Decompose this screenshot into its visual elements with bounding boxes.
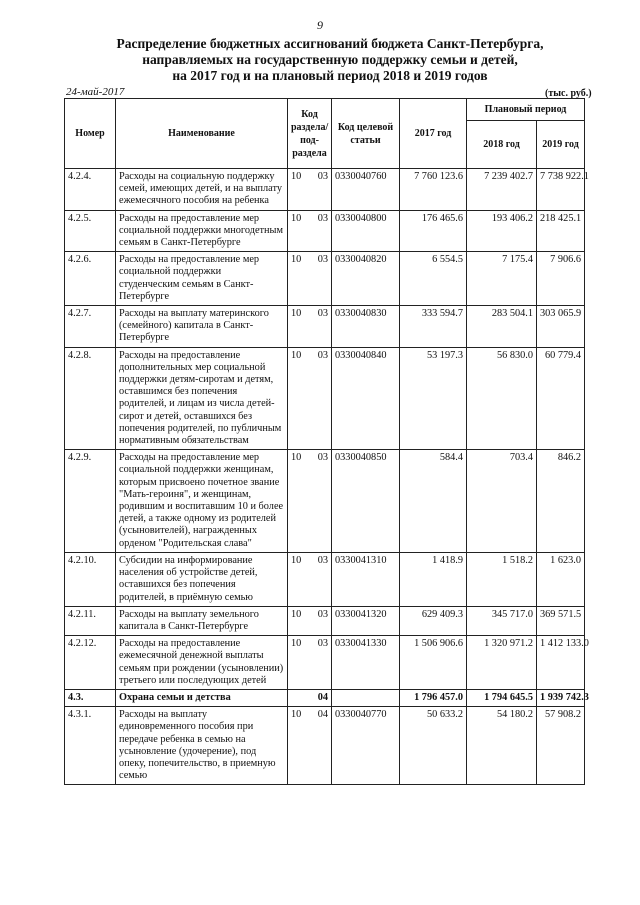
header-section: Код раздела/ под- раздела <box>288 99 332 169</box>
row-number: 4.2.9. <box>65 450 116 553</box>
row-2018: 193 406.2 <box>467 210 537 252</box>
row-section-code <box>288 306 332 348</box>
row-2017: 629 409.3 <box>400 606 467 635</box>
table-row <box>65 552 585 606</box>
table-row <box>65 689 585 706</box>
row-number: 4.2.10. <box>65 552 116 606</box>
row-name: Расходы на предоставление ежемесячной денежной выплаты семьям при рождении (усыновлении) третьего или последующих детей <box>116 636 288 690</box>
row-name: Расходы на предоставление мер социальной поддержки многодетным семьям в Санкт-Петербурге <box>116 210 288 252</box>
table-row <box>65 252 585 306</box>
row-section-code <box>288 450 332 553</box>
row-2018: 56 830.0 <box>467 347 537 450</box>
row-section-code <box>288 552 332 606</box>
row-number: 4.2.4. <box>65 169 116 211</box>
row-2019: 1 939 742.3 <box>537 689 585 706</box>
row-name: Расходы на выплату земельного капитала в Санкт-Петербурге <box>116 606 288 635</box>
row-name: Субсидии на информирование населения об устройстве детей, оставшихся без попечения родителей, в приёмную семью <box>116 552 288 606</box>
row-2019: 369 571.5 <box>537 606 585 635</box>
table-row <box>65 606 585 635</box>
row-section-code <box>288 252 332 306</box>
row-2017: 584.4 <box>400 450 467 553</box>
row-article-code: 0330040850 <box>332 450 400 553</box>
table-body <box>65 169 589 785</box>
row-number: 4.3.1. <box>65 707 116 785</box>
row-2019: 1 623.0 <box>537 552 585 606</box>
title-line-1: Распределение бюджетных ассигнований бюджета Санкт-Петербурга, <box>116 36 544 51</box>
header-number: Номер <box>65 99 116 169</box>
section-code: 10 <box>291 554 302 566</box>
title-line-3: на 2017 год и на плановый период 2018 и 2019 годов <box>172 68 488 83</box>
row-number: 4.2.8. <box>65 347 116 450</box>
header-2017: 2017 год <box>400 99 467 169</box>
section-code: 10 <box>291 349 302 361</box>
row-2019: 7 906.6 <box>537 252 585 306</box>
row-2017: 176 465.6 <box>400 210 467 252</box>
subsection-code: 04 <box>317 691 328 703</box>
row-2018: 1 320 971.2 <box>467 636 537 690</box>
row-article-code: 0330040840 <box>332 347 400 450</box>
table-row <box>65 169 585 211</box>
row-article-code: 0330041330 <box>332 636 400 690</box>
section-code: 10 <box>291 254 302 266</box>
row-section-code <box>288 606 332 635</box>
subsection-code: 03 <box>317 554 328 566</box>
row-article-code: 0330041320 <box>332 606 400 635</box>
row-article-code: 0330040800 <box>332 210 400 252</box>
table-row <box>65 450 585 553</box>
row-2019: 60 779.4 <box>537 347 585 450</box>
row-2017: 7 760 123.6 <box>400 169 467 211</box>
row-section-code <box>288 689 332 706</box>
row-2019: 7 738 922.1 <box>537 169 585 211</box>
section-code: 10 <box>291 171 302 182</box>
row-article-code <box>332 689 400 706</box>
section-code: 10 <box>291 308 302 320</box>
row-2019: 303 065.9 <box>537 306 585 348</box>
header-2019: 2019 год <box>537 121 585 169</box>
subsection-code: 03 <box>317 452 328 464</box>
row-article-code: 0330040770 <box>332 707 400 785</box>
subsection-code: 03 <box>317 171 328 182</box>
row-number: 4.2.7. <box>65 306 116 348</box>
table-row <box>65 306 585 348</box>
row-name: Расходы на предоставление дополнительных мер социальной поддержки детям-сиротам и детям, оставшимся без попечения родителей, и лицам из числа детей-сирот и детей, оставшихся без попечения родителей, по публичным нормативным обязательствам <box>116 347 288 450</box>
document-date: 24-май-2017 <box>66 86 125 98</box>
row-2018: 7 239 402.7 <box>467 169 537 211</box>
row-2017: 53 197.3 <box>400 347 467 450</box>
row-section-code <box>288 169 332 211</box>
row-2017: 1 506 906.6 <box>400 636 467 690</box>
subsection-code: 03 <box>317 212 328 224</box>
document-title <box>40 36 620 84</box>
row-2017: 1 796 457.0 <box>400 689 467 706</box>
row-2019: 1 412 133.0 <box>537 636 585 690</box>
subsection-code: 03 <box>317 608 328 620</box>
header-article: Код целевой статьи <box>332 99 400 169</box>
row-article-code: 0330040830 <box>332 306 400 348</box>
table-row <box>65 347 585 450</box>
row-number: 4.2.5. <box>65 210 116 252</box>
header-name: Наименование <box>116 99 288 169</box>
row-2017: 6 554.5 <box>400 252 467 306</box>
section-code: 10 <box>291 709 302 721</box>
row-section-code <box>288 347 332 450</box>
row-name: Расходы на социальную поддержку семей, имеющих детей, и на выплату ежемесячного пособия на ребенка <box>116 169 288 211</box>
row-2018: 7 175.4 <box>467 252 537 306</box>
row-name: Охрана семьи и детства <box>116 689 288 706</box>
row-name: Расходы на выплату материнского (семейного) капитала в Санкт-Петербурге <box>116 306 288 348</box>
row-2018: 703.4 <box>467 450 537 553</box>
row-number: 4.2.11. <box>65 606 116 635</box>
subsection-code: 03 <box>317 349 328 361</box>
header-2018: 2018 год <box>467 121 537 169</box>
title-line-2: направляемых на государственную поддержку семьи и детей, <box>142 52 518 67</box>
row-2018: 345 717.0 <box>467 606 537 635</box>
row-2018: 1 518.2 <box>467 552 537 606</box>
row-section-code <box>288 636 332 690</box>
row-2018: 54 180.2 <box>467 707 537 785</box>
section-code: 10 <box>291 638 302 650</box>
row-2017: 1 418.9 <box>400 552 467 606</box>
subsection-code: 03 <box>317 308 328 320</box>
row-section-code <box>288 210 332 252</box>
section-code: 10 <box>291 212 302 224</box>
row-2017: 50 633.2 <box>400 707 467 785</box>
page-number: 9 <box>317 18 323 32</box>
subsection-code: 03 <box>317 638 328 650</box>
row-2019: 846.2 <box>537 450 585 553</box>
header-planned-period: Плановый период <box>467 99 585 121</box>
row-2019: 218 425.1 <box>537 210 585 252</box>
row-number: 4.2.12. <box>65 636 116 690</box>
table-row <box>65 636 585 690</box>
table-row <box>65 707 585 785</box>
row-name: Расходы на предоставление мер социальной поддержки женщинам, которым присвоено почетное звание "Мать-героиня", и женщинам, родившим и воспитавшим 10 и более детей, а также одному из родителей (усыновителей), награжденных орденом "Родительская слава" <box>116 450 288 553</box>
row-2018: 1 794 645.5 <box>467 689 537 706</box>
row-article-code: 0330040820 <box>332 252 400 306</box>
units-label: (тыс. руб.) <box>545 88 592 99</box>
table-row <box>65 210 585 252</box>
row-name: Расходы на выплату единовременного пособия при передаче ребенка в семью на усыновление (удочерение), под опеку, попечительство, в приемную семью <box>116 707 288 785</box>
row-name: Расходы на предоставление мер социальной поддержки студенческим семьям в Санкт-Петербурге <box>116 252 288 306</box>
row-2017: 333 594.7 <box>400 306 467 348</box>
row-2018: 283 504.1 <box>467 306 537 348</box>
subsection-code: 03 <box>317 254 328 266</box>
row-article-code: 0330041310 <box>332 552 400 606</box>
section-code: 10 <box>291 452 302 464</box>
row-number: 4.2.6. <box>65 252 116 306</box>
row-number: 4.3. <box>65 689 116 706</box>
row-2019: 57 908.2 <box>537 707 585 785</box>
row-article-code: 0330040760 <box>332 169 400 211</box>
budget-table <box>64 98 589 785</box>
subsection-code: 04 <box>317 709 328 721</box>
row-section-code <box>288 707 332 785</box>
section-code: 10 <box>291 608 302 620</box>
